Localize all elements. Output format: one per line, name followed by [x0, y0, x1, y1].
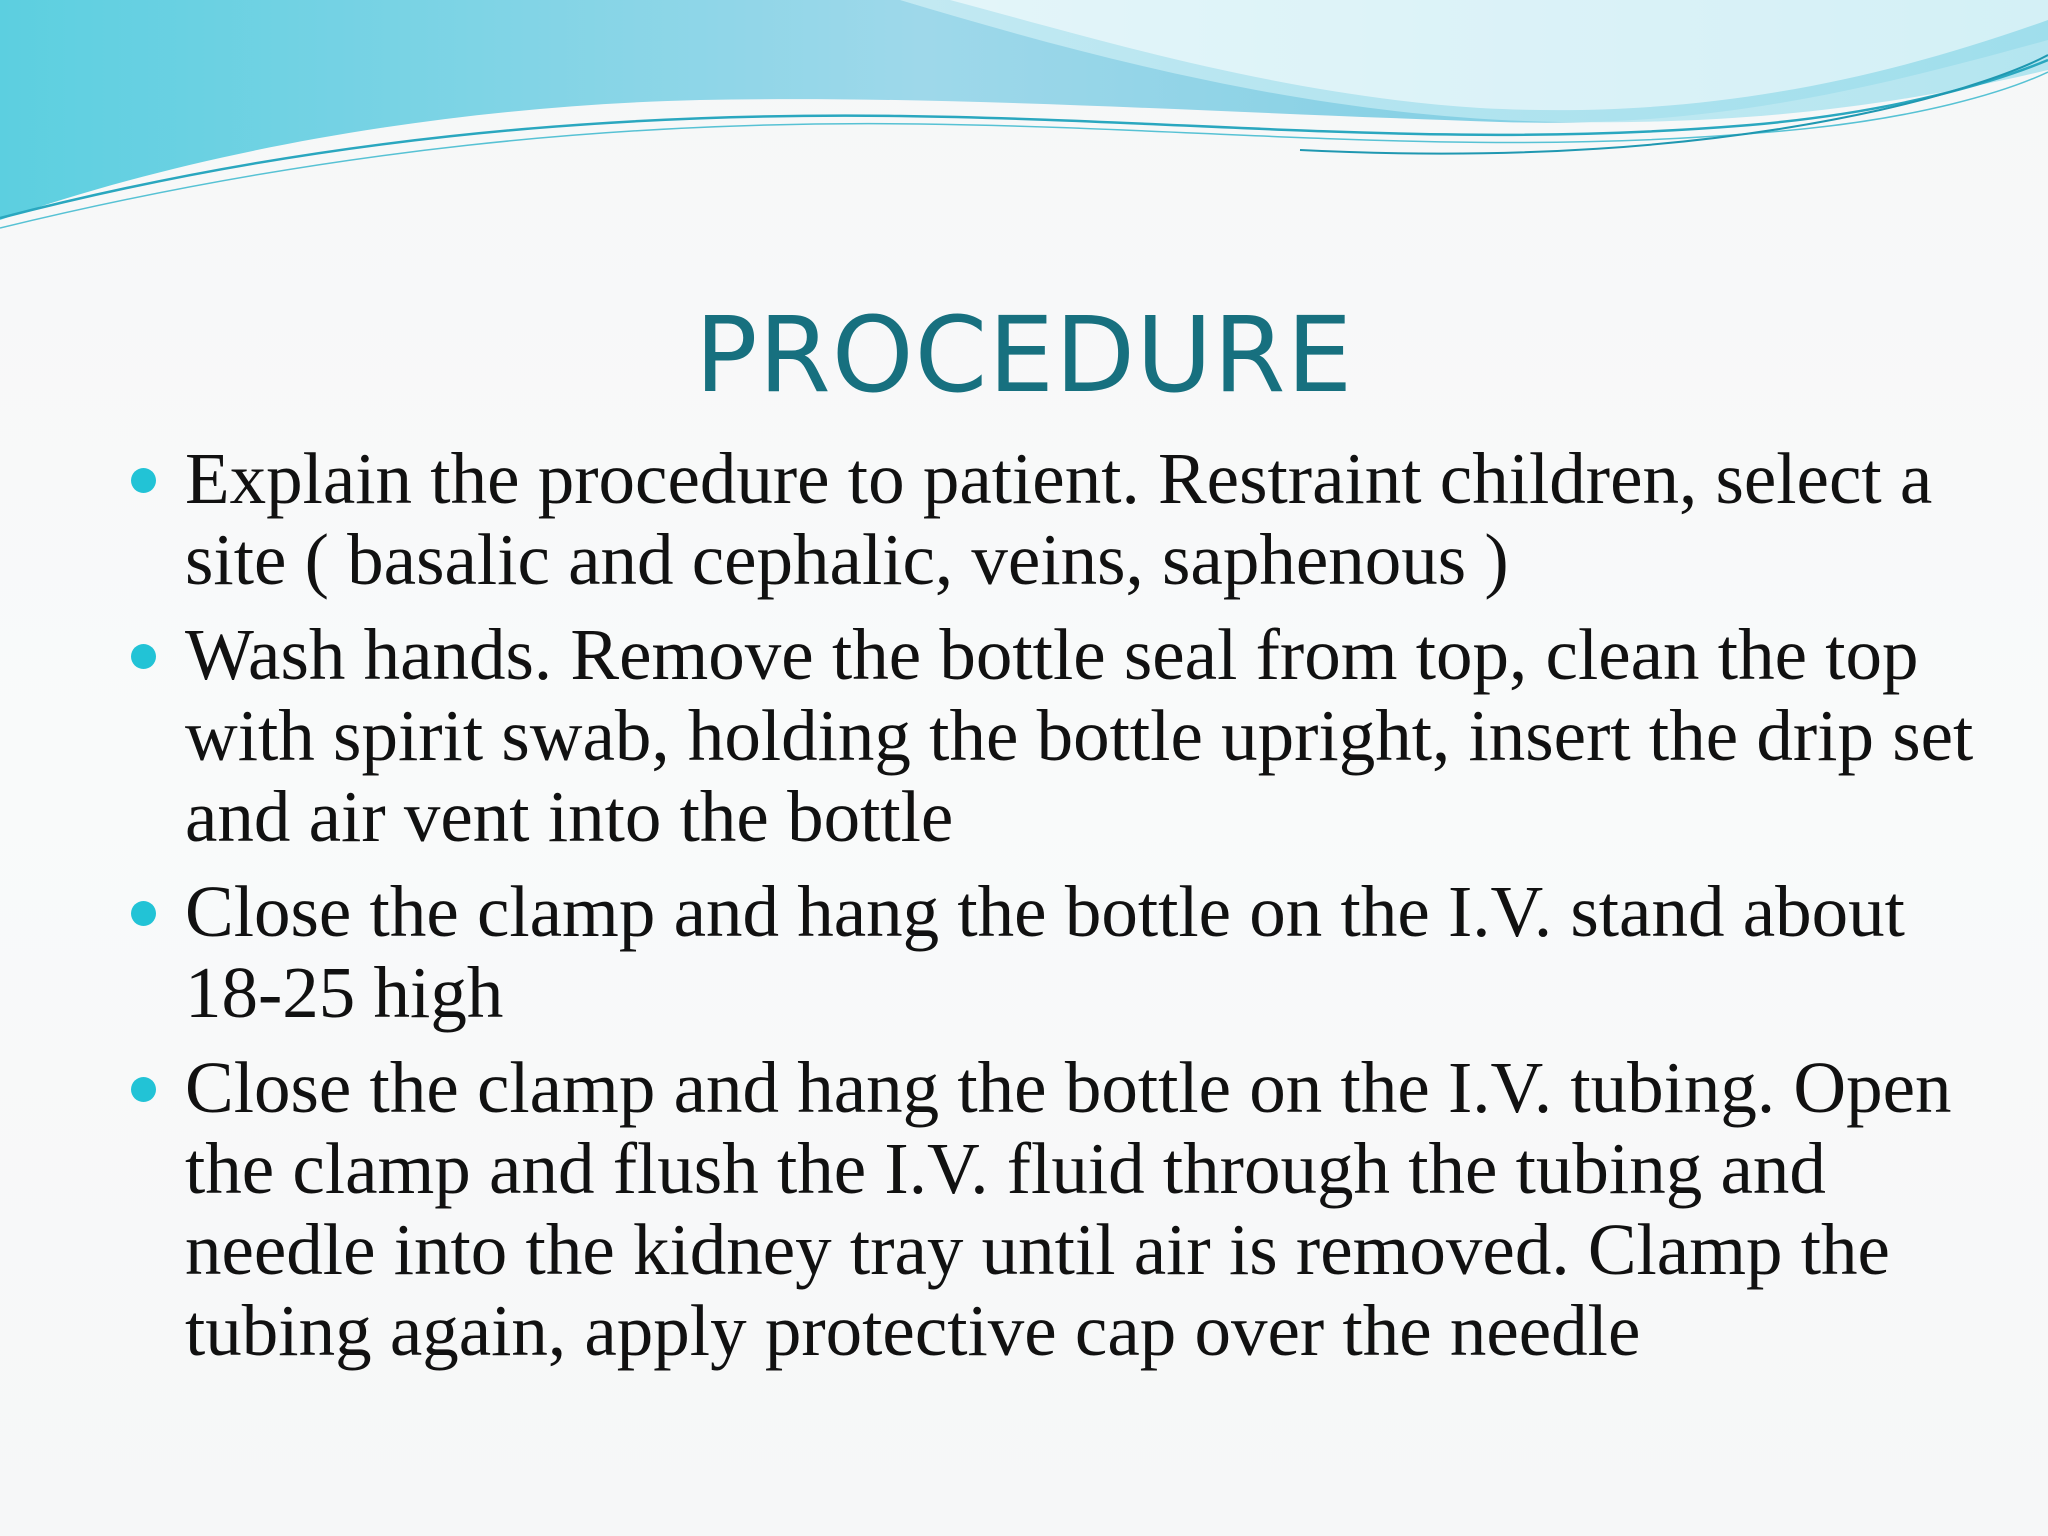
list-item: [0, 614, 2048, 857]
bullet-text: Explain the procedure to patient. Restraint children, select a site ( basalic and cephalic, veins, saphenous ): [185, 438, 1933, 600]
bullet-dot-icon: [131, 468, 156, 493]
bullet-text: Wash hands. Remove the bottle seal from top, clean the top with spirit swab, holding the bottle upright, insert the drip set and air vent into the bottle: [185, 614, 1974, 857]
bullet-dot-icon: [131, 1077, 156, 1102]
wave-header-decoration: [0, 0, 2048, 240]
bullet-dot-icon: [131, 901, 156, 926]
bullet-text: Close the clamp and hang the bottle on the I.V. tubing. Open the clamp and flush the I.V. fluid through the tubing and needle into the kidney tray until air is removed. Clamp the tubing again, apply protective cap over the needle: [185, 1047, 1952, 1371]
slide-title: PROCEDURE: [694, 294, 1354, 416]
list-item: [0, 438, 2048, 600]
bullet-list: [0, 438, 2048, 1385]
bullet-dot-icon: [131, 644, 156, 669]
list-item: [0, 871, 2048, 1033]
list-item: [0, 1047, 2048, 1371]
bullet-text: Close the clamp and hang the bottle on the I.V. stand about 18-25 high: [185, 871, 1905, 1033]
